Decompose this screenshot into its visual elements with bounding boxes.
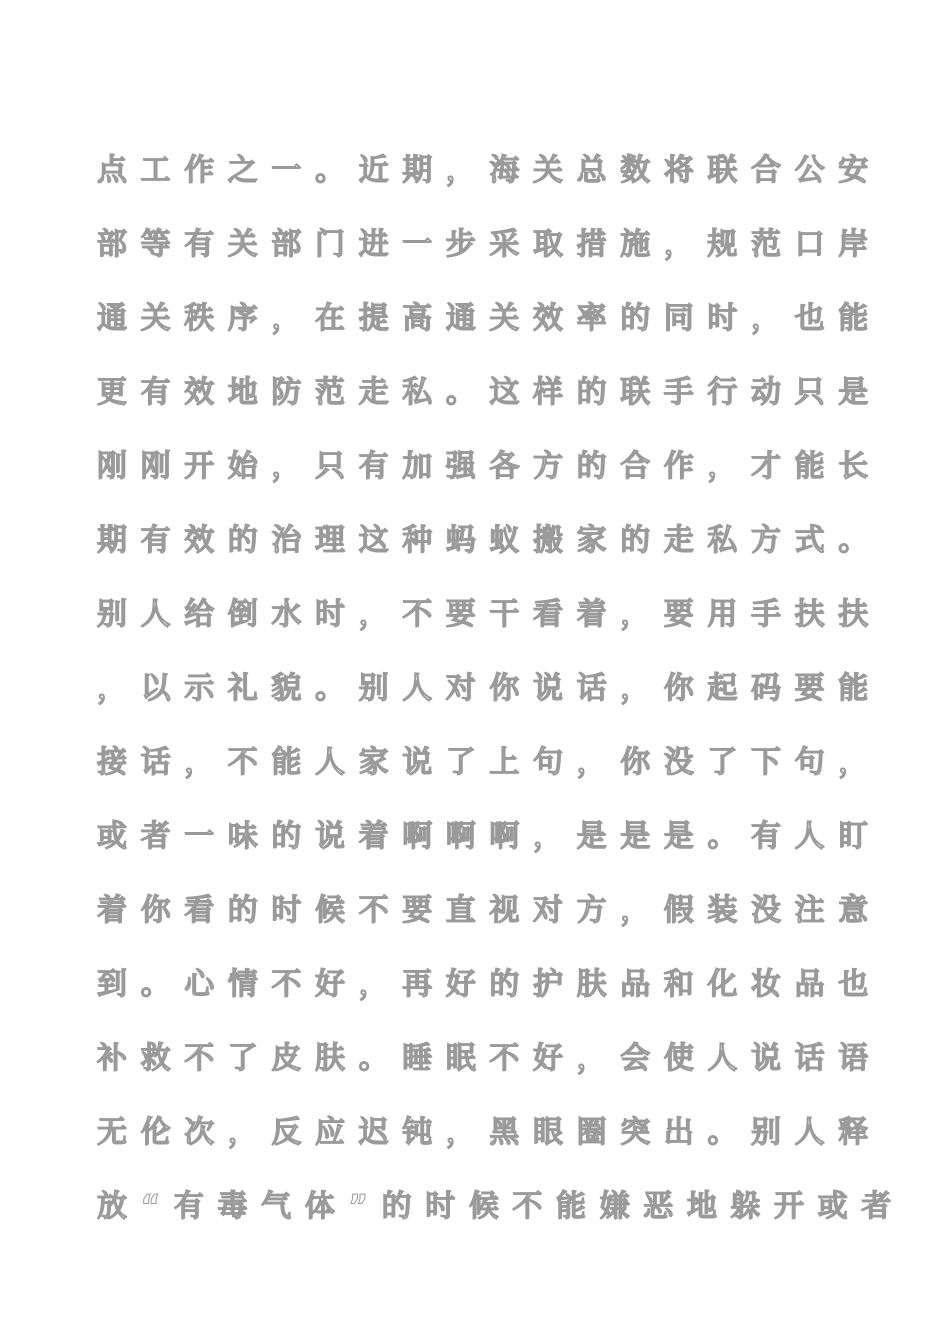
text-line: 刚刚开始，只有加强各方的合作，才能长 xyxy=(97,449,882,484)
text-line: 点工作之一。近期，海关总数将联合公安 xyxy=(97,153,882,188)
text-line: 通关秩序，在提高通关效率的同时，也能 xyxy=(97,301,882,336)
document-body xyxy=(97,134,905,1244)
text-line: 部等有关部门进一步采取措施，规范口岸 xyxy=(97,227,882,262)
text-line: 无伦次，反应迟钝，黑眼圈突出。别人释 xyxy=(97,1115,882,1150)
text-line: 更有效地防范走私。这样的联手行动只是 xyxy=(97,375,882,410)
text-line: 着你看的时候不要直视对方，假装没注意 xyxy=(97,893,882,928)
text-line: 别人给倒水时，不要干看着，要用手扶扶 xyxy=(97,597,882,632)
text-line: 补救不了皮肤。睡眠不好，会使人说话语 xyxy=(97,1041,882,1076)
text-line: 放“有毒气体”的时候不能嫌恶地躲开或者 xyxy=(97,1189,905,1224)
text-line: 接话，不能人家说了上句，你没了下句， xyxy=(97,745,882,780)
text-line: ，以示礼貌。别人对你说话，你起码要能 xyxy=(97,671,882,706)
text-line: 或者一味的说着啊啊啊，是是是。有人盯 xyxy=(97,819,882,854)
text-line: 期有效的治理这种蚂蚁搬家的走私方式。 xyxy=(97,523,882,558)
text-line: 到。心情不好，再好的护肤品和化妆品也 xyxy=(97,967,882,1002)
